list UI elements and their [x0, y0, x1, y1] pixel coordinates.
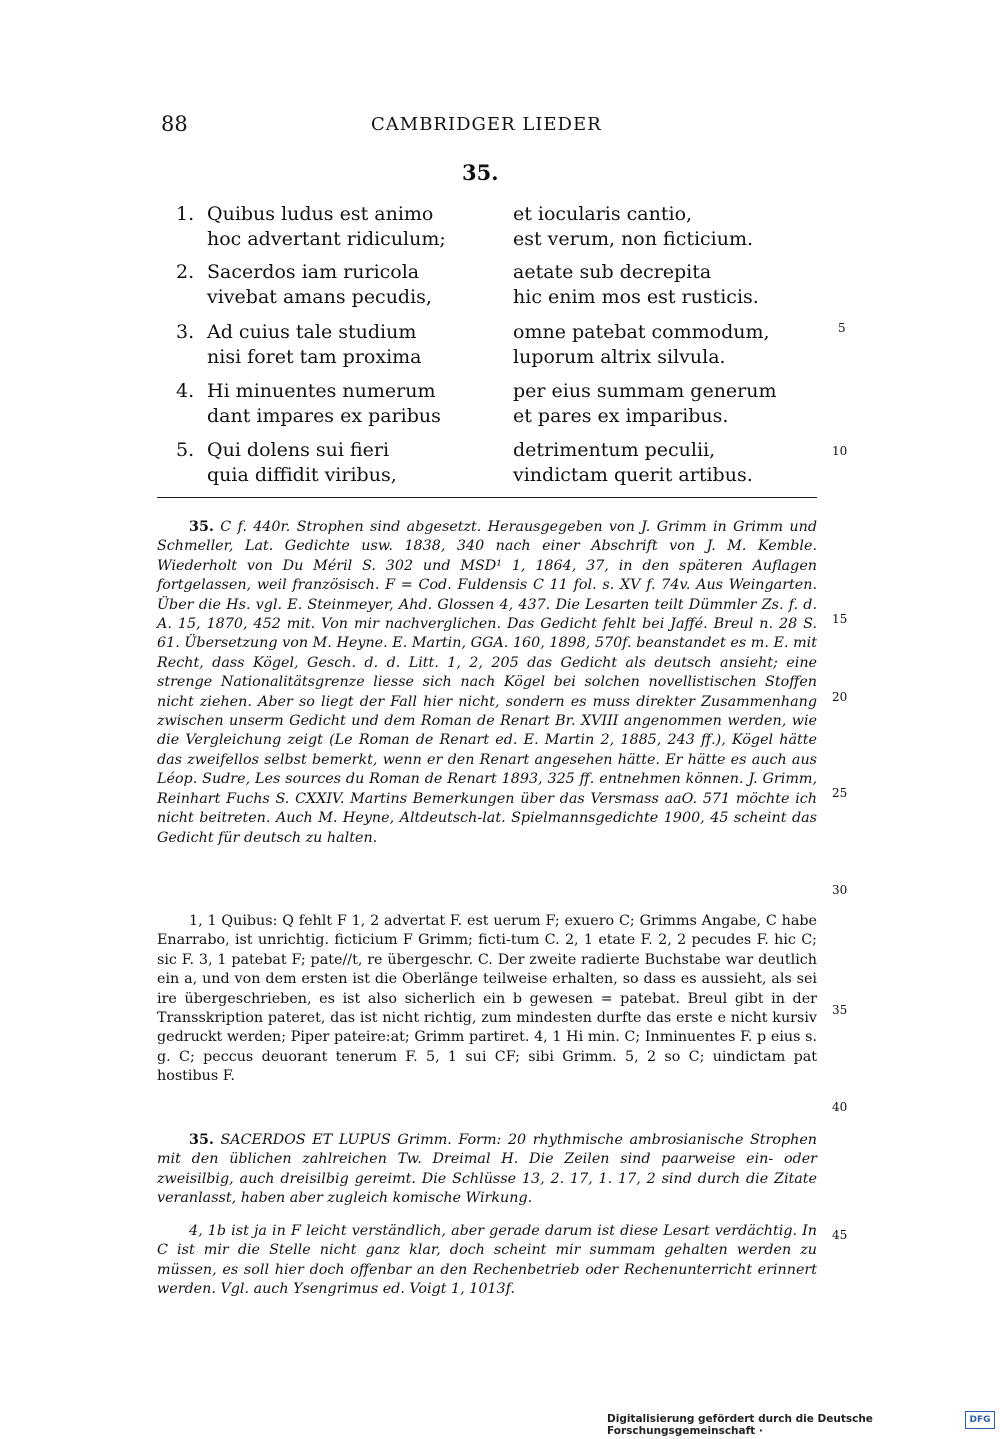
- note-paragraph-1: [157, 518, 817, 848]
- running-title: CAMBRIDGER LIEDER: [371, 114, 602, 135]
- verse-line: hic enim mos est rusticis.: [513, 286, 759, 308]
- verse-line: detrimentum peculii,: [513, 439, 716, 461]
- verse-line: omne patebat commodum,: [513, 321, 770, 343]
- verse-line: quia diffidit viribus,: [207, 464, 397, 486]
- verse-line: et pares ex imparibus.: [513, 405, 729, 427]
- verse-line: Hi minuentes numerum: [207, 380, 436, 402]
- verse-line: per eius summam generum: [513, 380, 777, 402]
- stanza-number: 2.: [176, 261, 195, 283]
- stanza-number: 4.: [176, 380, 195, 402]
- verse-line: Qui dolens sui fieri: [207, 439, 390, 461]
- stanza-number: 3.: [176, 321, 195, 343]
- note-text: C f. 440r. Strophen sind abgesetzt. Herausgegeben von J. Grimm in Grimm und Schmeller, Lat. Gedichte usw. 1838, 340 nach einer Abschrift von J. M. Kemble. Wiederholt von Du Méril S. 302 und MSD¹ 1, 1864, 37, in den späteren Auflagen fortgelassen, weil französisch. F = Cod. Fuldensis C 11 fol. s. XV f. 74v. Aus Weingarten. Über die Hs. vgl. E. Steinmeyer, Ahd. Glossen 4, 437. Die Lesarten teilt Dümmler Zs. f. d. A. 15, 1870, 452 mit. Von mir nachverglichen. Das Gedicht fehlt bei Jaffé. Breul n. 28 S. 61. Übersetzung von M. Heyne. E. Martin, GGA. 160, 1898, 570f. beanstandet es m. E. mit Recht, dass Kögel, Gesch. d. d. Litt. 1, 2, 205 das Gedicht als deutsch ansieht; eine strenge Nationalitätsgrenze liesse sich nach Kögel bei solchen novellistischen Stoffen nicht ziehen. Aber so liegt der Fall hier nicht, sondern es muss direkter Zusammenhang zwischen unserm Gedicht und dem Roman de Renart Br. XVIII angenommen werden, wie die Vergleichung zeigt (Le Roman de Renart ed. E. Martin 2, 1885, 243 ff.), Kögel hätte das zweifellos selbst bemerkt, wenn er den Renart angesehen hätte. Er hätte es auch aus Léop. Sudre, Les sources du Roman de Renart 1893, 325 ff. entnehmen können. J. Grimm, Reinhart Fuchs S. CXXIV. Martins Bemerkungen über das Versmass aaO. 571 möchte ich nicht beitreten. Auch M. Heyne, Altdeutsch-lat. Spielmannsgedichte 1900, 45 scheint das Gedicht für deutsch zu halten.: [157, 519, 817, 846]
- verse-line: et iocularis cantio,: [513, 203, 693, 225]
- line-number: 45: [832, 1228, 848, 1242]
- verse-line: vindictam querit artibus.: [513, 464, 753, 486]
- verse-line: nisi foret tam proxima: [207, 346, 422, 368]
- line-number: 30: [832, 883, 848, 897]
- verse-line: hoc advertant ridiculum;: [207, 228, 446, 250]
- note-paragraph-3: [157, 1131, 817, 1209]
- poem-number: 35.: [462, 160, 499, 185]
- dfg-logo: DFG: [965, 1411, 995, 1429]
- line-number: 40: [832, 1100, 848, 1114]
- line-number: 20: [832, 690, 848, 704]
- line-number: 25: [832, 786, 848, 800]
- note-text: SACERDOS ET LUPUS Grimm. Form: 20 rhythmische ambrosianische Strophen mit den üblichen zahlreichen Tw. Dreimal H. Die Zeilen sind paarweise ein- oder zweisilbig, auch dreisilbig gereimt. Die Schlüsse 13, 2. 17, 1. 17, 2 sind durch die Zitate veranlasst, haben aber zugleich komische Wirkung.: [157, 1132, 817, 1207]
- note-number: 35.: [189, 1132, 214, 1148]
- verse-line: Sacerdos iam ruricola: [207, 261, 420, 283]
- verse-line: est verum, non ficticium.: [513, 228, 754, 250]
- separator-rule: [157, 497, 817, 498]
- verse-line: vivebat amans pecudis,: [207, 286, 432, 308]
- stanza-number: 1.: [176, 203, 195, 225]
- digitization-credit: Digitalisierung gefördert durch die Deutsche Forschungsgemeinschaft ·: [607, 1413, 873, 1437]
- stanza-number: 5.: [176, 439, 195, 461]
- verse-line: luporum altrix silvula.: [513, 346, 726, 368]
- verse-line: Quibus ludus est animo: [207, 203, 434, 225]
- line-number: 15: [832, 612, 848, 626]
- verse-line: aetate sub decrepita: [513, 261, 712, 283]
- page-number: 88: [161, 112, 188, 136]
- line-number: 35: [832, 1003, 848, 1017]
- note-paragraph-2: [157, 912, 817, 1087]
- note-paragraph-4: [157, 1222, 817, 1300]
- note-number: 35.: [189, 519, 214, 535]
- note-text: 4, 1b ist ja in F leicht verständlich, aber gerade darum ist diese Lesart verdächtig. In C ist mir die Stelle nicht ganz klar, doch scheint mir summam gehalten werden zu müssen, es soll hier doch offenbar an den Rechenbetrieb oder Rechenunterricht erinnert werden. Vgl. auch Ysengrimus ed. Voigt 1, 1013f.: [157, 1223, 817, 1298]
- verse-line: dant impares ex paribus: [207, 405, 441, 427]
- verse-line: Ad cuius tale studium: [207, 321, 417, 343]
- line-number: 10: [832, 444, 848, 458]
- note-text: 1, 1 Quibus: Q fehlt F 1, 2 advertat F. est uerum F; exuero C; Grimms Angabe, C habe Enarrabo, ist unrichtig. ficticium F Grimm; ficti-tum C. 2, 1 etate F. 2, 2 pecudes F. hic C; sic F. 3, 1 patebat F; pate//t, re übergeschr. C. Der zweite radierte Buchstabe war deutlich ein a, und von dem ersten ist die Oberlänge teilweise erhalten, so dass es aussieht, als sei ire übergeschrieben, es ist also sicherlich ein b gewesen = patebat. Breul gibt in der Transskription pateret, das ist nicht richtig, zum mindesten durfte das erste e nicht kursiv gedruckt werden; Piper pateire:at; Grimm partiret. 4, 1 Hi min. C; Inminuentes F. p eius s. g. C; peccus deuorant tenerum F. 5, 1 sui CF; sibi Grimm. 5, 2 so C; uindictam pat hostibus F.: [157, 913, 817, 1085]
- line-number: 5: [838, 321, 846, 335]
